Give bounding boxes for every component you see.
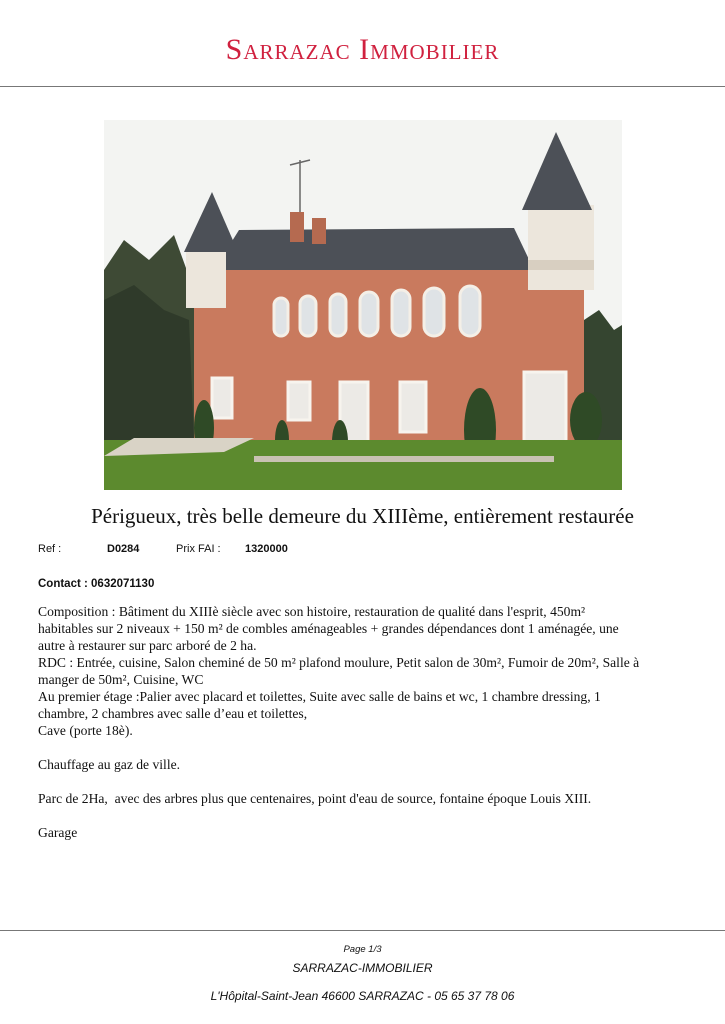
description-line: Parc de 2Ha, avec des arbres plus que centenaires, point d'eau de source, fontaine époque Louis XIII. bbox=[38, 791, 592, 806]
price-label: Prix FAI : bbox=[176, 543, 221, 555]
price-value: 1320000 bbox=[245, 543, 288, 555]
description-line: Garage bbox=[38, 825, 78, 840]
description-line: manger de 50m², Cuisine, WC bbox=[38, 672, 204, 687]
description-line: Composition : Bâtiment du XIIIè siècle avec son histoire, restauration de qualité dans l'esprit, 450m² bbox=[38, 604, 586, 619]
chateau-photo-icon bbox=[104, 120, 622, 490]
description-line: chambre, 2 chambres avec salle d’eau et toilettes, bbox=[38, 706, 308, 721]
paragraph-gap bbox=[38, 807, 688, 824]
property-photo bbox=[104, 120, 622, 490]
paragraph-gap bbox=[38, 773, 688, 790]
description-line: Chauffage au gaz de ville. bbox=[38, 757, 181, 772]
page-number: Page 1/3 bbox=[343, 944, 382, 955]
description-line: Au premier étage :Palier avec placard et toilettes, Suite avec salle de bains et wc, 1 chambre dressing, 1 bbox=[38, 689, 601, 704]
description-line: Cave (porte 18è). bbox=[38, 723, 133, 738]
description-line: RDC : Entrée, cuisine, Salon cheminé de 50 m² plafond moulure, Petit salon de 30m², Fumoir de 20m², Salle à bbox=[38, 655, 640, 670]
footer-address: L'Hôpital-Saint-Jean 46600 SARRAZAC - 05 65 37 78 06 bbox=[210, 989, 515, 1003]
description-line: autre à restaurer sur parc arboré de 2 ha. bbox=[38, 638, 257, 653]
footer-divider bbox=[0, 930, 725, 931]
contact-phone: Contact : 0632071130 bbox=[38, 578, 155, 590]
agency-title: Sarrazac Immobilier bbox=[225, 33, 500, 66]
footer-agency-name: SARRAZAC-IMMOBILIER bbox=[292, 961, 433, 975]
description-line: habitables sur 2 niveaux + 150 m² de combles aménageables + grandes dépendances dont 1 aménagée, une bbox=[38, 621, 619, 636]
listing-title: Périgueux, très belle demeure du XIIIème, entièrement restaurée bbox=[91, 504, 634, 528]
ref-value: D0284 bbox=[107, 543, 140, 555]
header-divider bbox=[0, 86, 725, 87]
paragraph-gap bbox=[38, 739, 688, 756]
ref-label: Ref : bbox=[38, 543, 62, 555]
property-description bbox=[38, 603, 688, 841]
